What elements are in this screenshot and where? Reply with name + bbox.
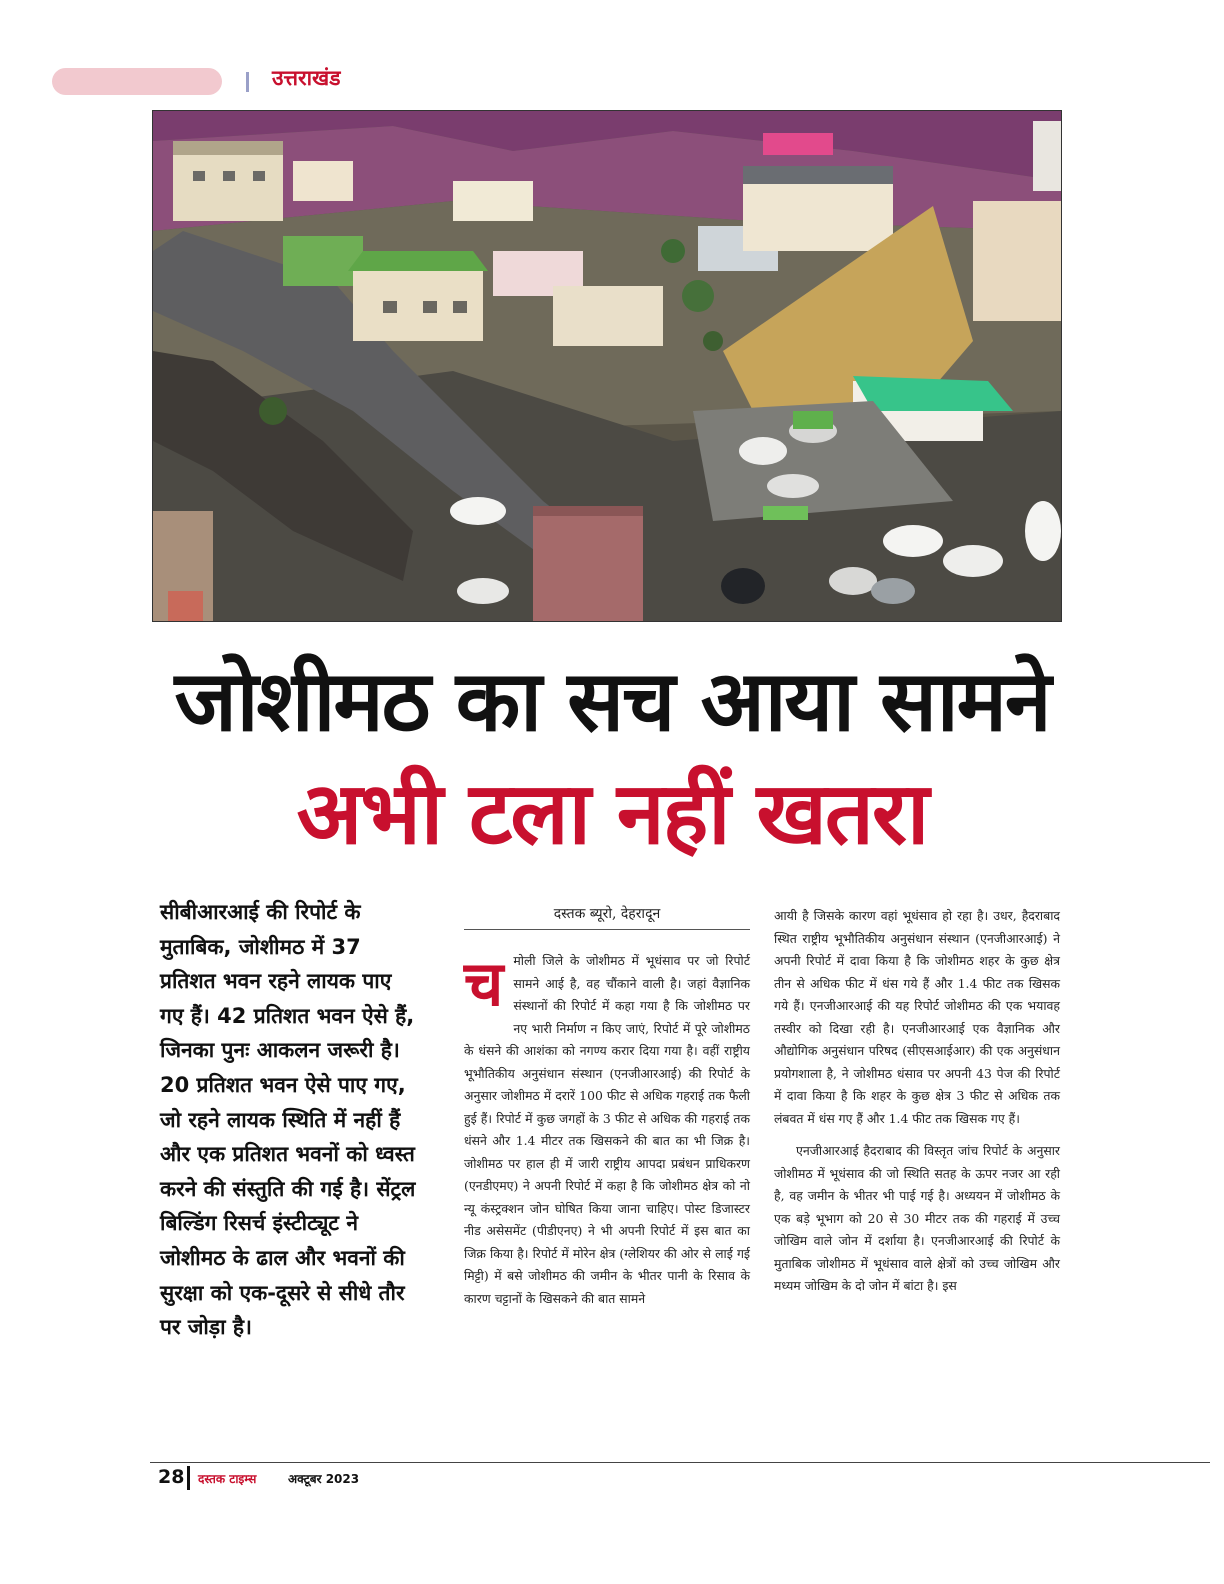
section-name: उत्तराखंड: [272, 66, 341, 90]
article-column-2: [464, 947, 750, 1310]
article-text-col3-p1: आयी है जिसके कारण वहां भूधंसाव हो रहा है। उधर, हैदराबाद स्थित राष्ट्रीय भूभौतिकीय अनुसंधान संस्थान (एनजीआरआई) ने अपनी रिपोर्ट में दावा किया है कि जोशीमठ शहर के कुछ क्षेत्र तीन से अधिक फीट में धंस गये हैं और 1.4 फीट तक खिसक गये हैं। एनजीआरआई की यह रिपोर्ट जोशीमठ की एक भयावह तस्वीर को दिखा रही है। एनजीआरआई एक वैज्ञानिक और औद्योगिक अनुसंधान परिषद (सीएसआईआर) की एक अनुसंधान प्रयोगशाला है, ने जोशीमठ धंसाव पर अपनी 43 पेज की रिपोर्ट में दावा किया है कि शहर के कुछ क्षेत्र 3 फीट से अधिक तक लंबवत में धंस गए हैं और 1.4 फीट तक खिसक गए हैं।: [774, 908, 1060, 1126]
town-aerial-illustration: [153, 111, 1061, 621]
article-column-3: [774, 905, 1060, 1298]
footer-divider: [187, 1466, 190, 1490]
magazine-name: दस्तक टाइम्स: [198, 1472, 257, 1486]
page-number: 28: [158, 1466, 185, 1488]
summary-blurb: सीबीआरआई की रिपोर्ट के मुताबिक, जोशीमठ में 37 प्रतिशत भवन रहने लायक पाए गए हैं। 42 प्रतिशत भवन ऐसे हैं, जिनका पुनः आकलन जरूरी है। 20 प्रतिशत भवन ऐसे पाए गए, जो रहने लायक स्थिति में नहीं हैं और एक प्रतिशत भवनों को ध्वस्त करने की संस्तुति की गई है। सेंट्रल बिल्डिंग रिसर्च इंस्टीट्यूट ने जोशीमठ के ढाल और भवनों की सुरक्षा को एक-दूसरे से सीधे तौर पर जोड़ा है।: [160, 900, 416, 1340]
headline-main: जोशीमठ का सच आया सामने: [174, 652, 1050, 750]
section-pill: [52, 68, 222, 95]
article-text-col3-p2: एनजीआरआई हैदराबाद की विस्तृत जांच रिपोर्ट के अनुसार जोशीमठ में भूधंसाव की जो स्थिति सतह के ऊपर नजर आ रही है, वह जमीन के भीतर भी पाई गई है। अध्ययन में जोशीमठ के एक बड़े भूभाग को 20 से 30 मीटर तक की गहराई में उच्च जोखिम वाले जोन में दर्शाया है। एनजीआरआई की रिपोर्ट के मुताबिक जोशीमठ में भूधंसाव वाले क्षेत्रों को उच्च जोखिम और मध्यम जोखिम के दो जोन में बांटा है। इस: [774, 1143, 1060, 1293]
headline-sub: अभी टला नहीं खतरा: [296, 764, 928, 864]
section-divider: [246, 72, 249, 92]
footer-rule: [150, 1462, 1210, 1463]
article-text-col2: मोली जिले के जोशीमठ में भूधंसाव पर जो रिपोर्ट सामने आई है, वह चौंकाने वाली है। जहां वैज्ञानिक संस्थानों की रिपोर्ट में कहा गया है कि जोशीमठ पर नए भारी निर्माण न किए जाएं, रिपोर्ट में पूरे जोशीमठ के धंसने की आशंका को नगण्य करार दिया गया है। वहीं राष्ट्रीय भूभौतिकीय अनुसंधान संस्थान (एनजीआरआई) की रिपोर्ट के अनुसार जोशीमठ में दरारें 100 फीट से अधिक गहराई तक फैली हुई हैं। रिपोर्ट में कुछ जगहों के 3 फीट से अधिक की गहराई तक धंसने और 1.4 मीटर तक खिसकने की बात का भी जिक्र है। जोशीमठ पर हाल ही में जारी राष्ट्रीय आपदा प्रबंधन प्राधिकरण (एनडीएमए) ने अपनी रिपोर्ट में कहा है कि जोशीमठ क्षेत्र को नो न्यू कंस्ट्रक्शन जोन घोषित किया जाना चाहिए। पोस्ट डिजास्टर नीड असेसमेंट (पीडीएनए) ने भी अपनी रिपोर्ट में इस बात का जिक्र किया है। रिपोर्ट में मोरेन क्षेत्र (ग्लेशियर की ओर से लाई गई मिट्टी) में बसे जोशीमठ की जमीन के भीतर पानी के रिसाव के कारण चट्टानों के खिसकने की बात सामने: [464, 953, 750, 1306]
dropcap: च: [464, 947, 504, 1020]
byline: दस्तक ब्यूरो, देहरादून: [464, 904, 750, 930]
article-photo: [152, 110, 1062, 622]
issue-date: अक्टूबर 2023: [288, 1472, 360, 1486]
